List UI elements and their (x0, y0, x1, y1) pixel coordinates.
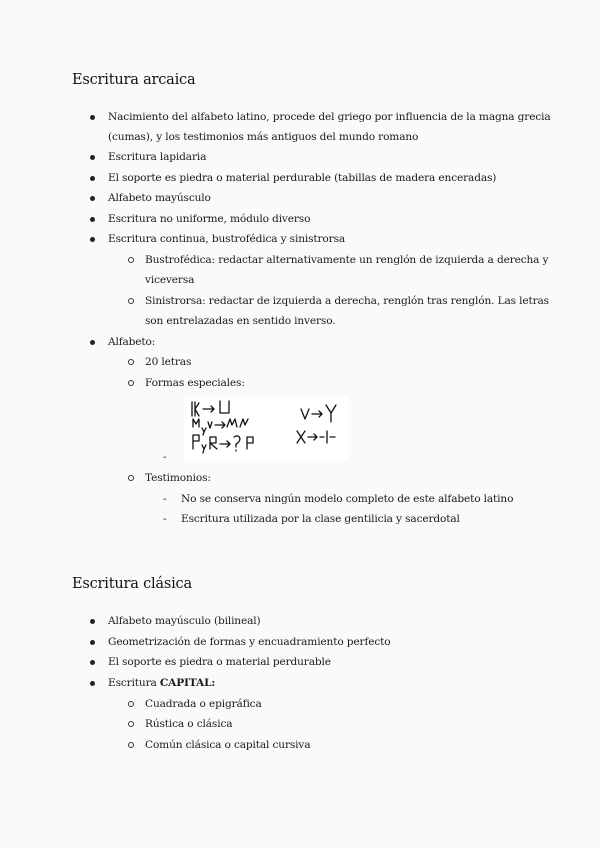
sub-list-item (145, 714, 232, 735)
item-text: Alfabeto: (108, 336, 156, 348)
item-text: Alfabeto mayúsculo (108, 192, 211, 204)
item-text: Testimonios: (145, 472, 211, 484)
item-text: Nacimiento del alfabeto latino, procede del griego por influencia de la magna grecia (108, 111, 551, 123)
item-text: Escritura continua, bustrofédica y sinistrorsa (108, 233, 346, 245)
sub-list-item-continuation (145, 311, 335, 332)
list-item (108, 209, 310, 230)
item-text: Cuadrada o epigráfica (145, 698, 262, 710)
item-text: Alfabeto mayúsculo (bilineal) (108, 615, 261, 627)
list-item (108, 632, 390, 653)
list-item-continuation (108, 127, 418, 148)
list-item (108, 147, 206, 168)
item-text: El soporte es piedra o material perdurable (108, 656, 331, 668)
item-text: Rústica o clásica (145, 718, 233, 730)
item-text: Formas especiales: (145, 377, 245, 389)
sub-list-item (145, 291, 549, 312)
sub-list-item (145, 735, 310, 756)
item-text-bold: CAPITAL: (159, 677, 216, 689)
item-text: El soporte es piedra o material perdurable (tabillas de madera enceradas) (108, 172, 497, 184)
section-heading-arcaica: Escritura arcaica (72, 72, 196, 88)
empty-dash-item: - (163, 451, 167, 463)
sub-sub-list-item (181, 509, 460, 530)
item-text: Escritura utilizada por la clase gentilicia y sacerdotal (181, 513, 460, 525)
sub-list-item (145, 250, 548, 271)
sub-list-item (145, 694, 262, 715)
item-text: Escritura no uniforme, módulo diverso (108, 213, 311, 225)
item-text: viceversa (145, 274, 195, 286)
list-item (108, 652, 331, 673)
list-item (108, 188, 211, 209)
item-text: 20 letras (145, 356, 192, 368)
item-text: Común clásica o capital cursiva (145, 739, 311, 751)
item-text: Bustrofédica: redactar alternativamente un renglón de izquierda a derecha y (145, 254, 549, 266)
item-text: (cumas), y los testimonios más antiguos del mundo romano (108, 131, 419, 143)
list-item (108, 611, 260, 632)
sub-list-item (145, 468, 211, 489)
sub-list-item (145, 373, 245, 394)
sub-list-item-continuation (145, 270, 194, 291)
item-text: Escritura (108, 677, 160, 689)
list-item (108, 673, 215, 694)
item-text: son entrelazadas en sentido inverso. (145, 315, 336, 327)
item-text: Geometrización de formas y encuadramiento perfecto (108, 636, 391, 648)
item-text: No se conserva ningún modelo completo de este alfabeto latino (181, 493, 514, 505)
list-item (108, 332, 155, 353)
item-text: Escritura lapidaria (108, 151, 207, 163)
section-heading-clasica: Escritura clásica (72, 576, 192, 592)
list-item (108, 107, 551, 128)
special-letter-forms-image (184, 397, 348, 461)
list-item (108, 229, 345, 250)
item-text: Sinistrorsa: redactar de izquierda a derecha, renglón tras renglón. Las letras (145, 295, 549, 307)
sub-sub-list-item (181, 489, 513, 510)
sub-list-item (145, 352, 191, 373)
list-item (108, 168, 496, 189)
